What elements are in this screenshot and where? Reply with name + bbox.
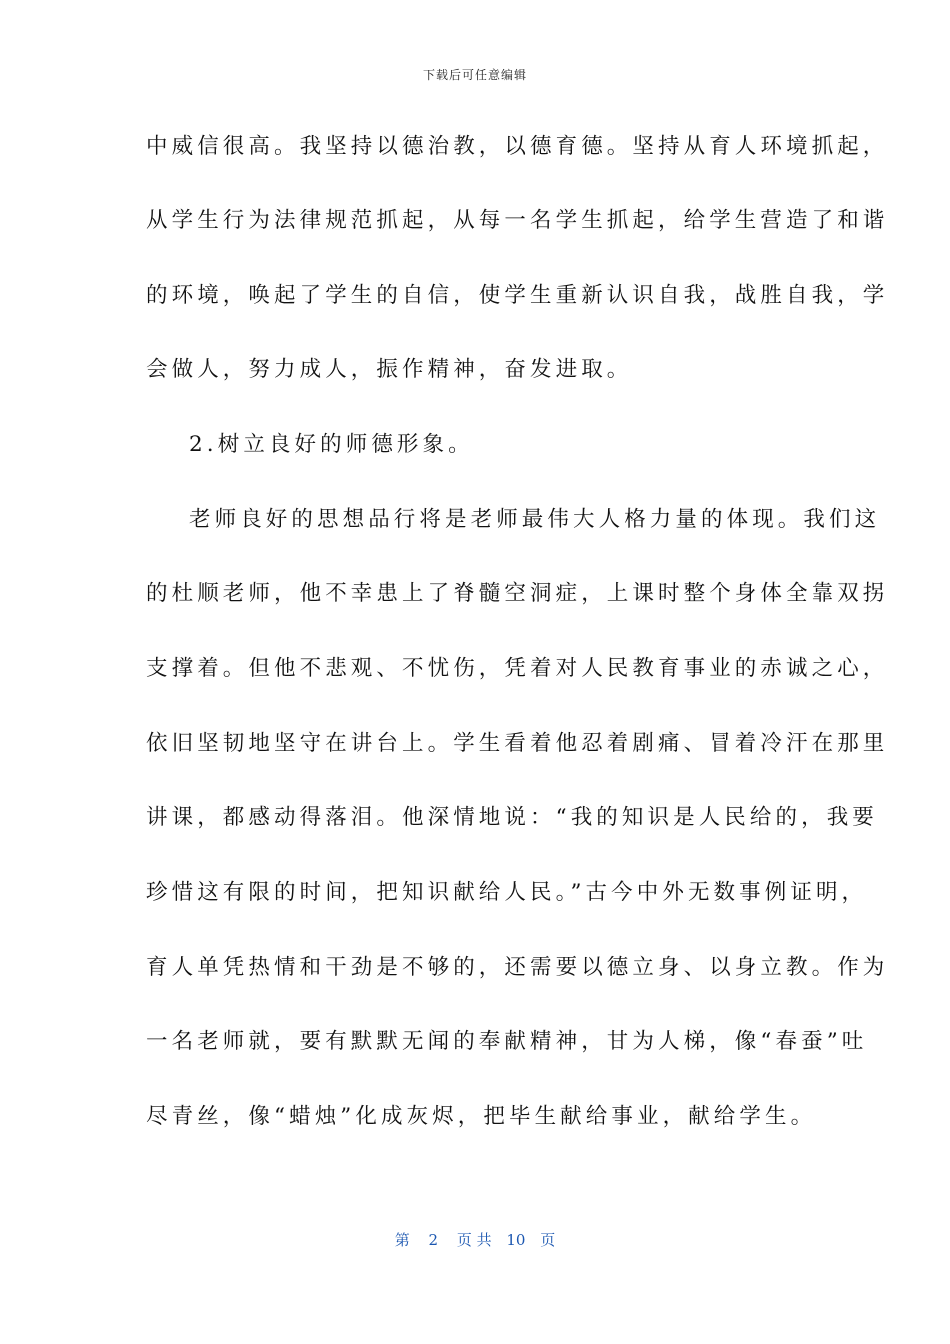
text-line: 育人单凭热情和干劲是不够的，还需要以德立身、以身立教。作为 [146,955,889,980]
section-heading: 2.树立良好的师德形象。 [189,432,474,457]
text-line: 讲课，都感动得落泪。他深情地说：“我的知识是人民给的，我要 [146,805,878,830]
text-line: 的环境，唤起了学生的自信，使学生重新认识自我，战胜自我，学 [146,283,889,308]
text-line: 的杜顺老师，他不幸患上了脊髓空洞症，上课时整个身体全靠双拐 [146,581,889,606]
total-page-count: 10 [506,1231,526,1249]
text-line: 一名老师就，要有默默无闻的奉献精神，甘为人梯，像“春蚕”吐 [146,1029,868,1054]
text-line: 会做人，努力成人，振作精神，奋发进取。 [146,357,633,382]
text-line: 依旧坚韧地坚守在讲台上。学生看着他忍着剧痛、冒着冷汗在那里 [146,731,889,756]
text-line: 老师良好的思想品行将是老师最伟大人格力量的体现。我们这 [189,507,881,532]
text-line: 尽青丝，像“蜡烛”化成灰烬，把毕生献给事业，献给学生。 [146,1104,817,1129]
footer-prefix: 第 [394,1231,410,1249]
text-line: 从学生行为法律规范抓起，从每一名学生抓起，给学生营造了和谐 [146,208,889,233]
page-footer [0,1229,950,1250]
text-line: 支撑着。但他不悲观、不忧伤，凭着对人民教育事业的赤诚之心， [146,656,889,681]
header-note: 下载后可任意编辑 [422,68,527,82]
footer-suffix: 页 [540,1231,556,1249]
current-page-number: 2 [428,1231,439,1249]
footer-middle: 页 共 [456,1231,492,1249]
text-line: 珍惜这有限的时间，把知识献给人民。”古今中外无数事例证明， [146,880,868,905]
text-line: 中威信很高。我坚持以德治教，以德育德。坚持从育人环境抓起， [146,134,889,159]
